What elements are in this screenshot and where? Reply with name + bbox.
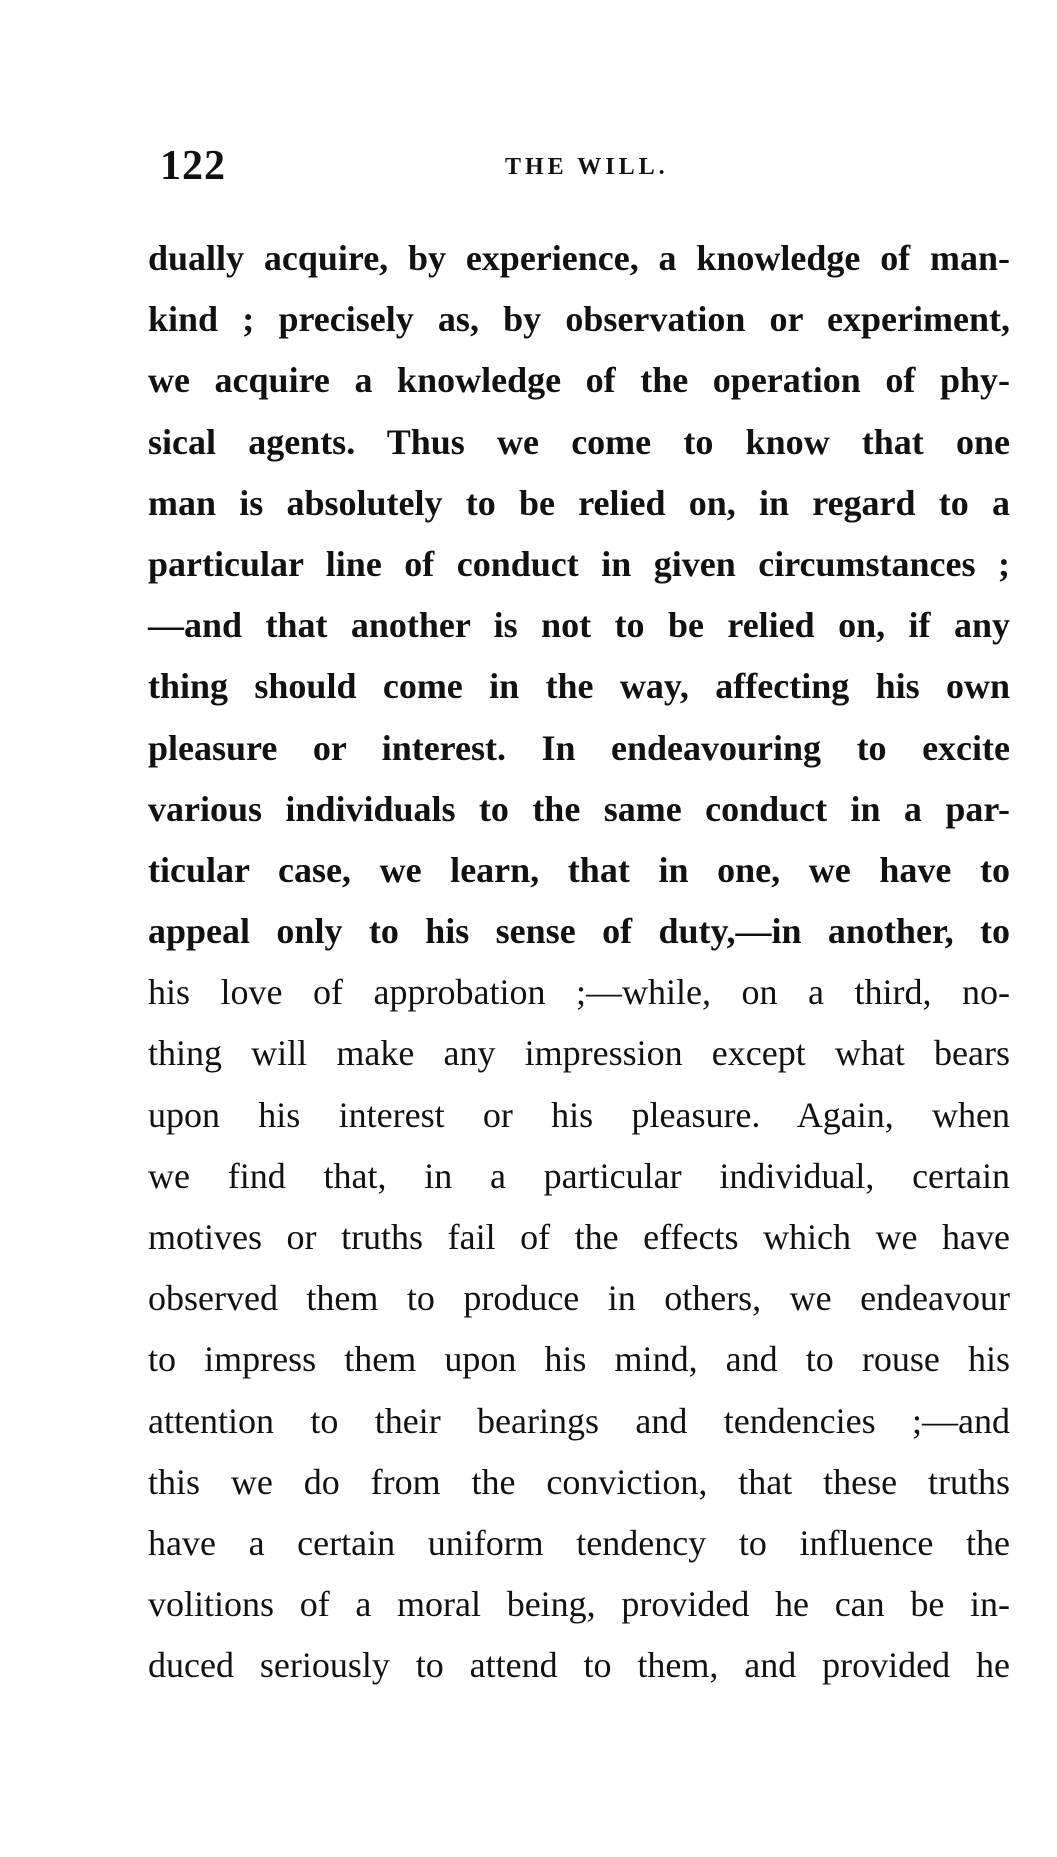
text-line: duced seriously to attend to them, and provided he [148,1645,1010,1686]
page-header [160,142,940,192]
text-line: this we do from the conviction, that these truths [148,1461,1010,1502]
text-line: we find that, in a particular individual, certain [148,1155,1010,1196]
text-line: pleasure or interest. In endeavouring to excite [148,727,1010,768]
text-line: we acquire a knowledge of the operation of phy- [148,360,1010,401]
body-text [148,228,1010,1697]
text-line: have a certain uniform tendency to influence the [148,1522,1010,1563]
text-line: volitions of a moral being, provided he can be in- [148,1584,1010,1625]
text-line: man is absolutely to be relied on, in regard to a [148,482,1010,523]
text-line: attention to their bearings and tendencies ;—and [148,1400,1010,1441]
page-number: 122 [160,143,226,189]
text-line: thing will make any impression except what bears [148,1033,1010,1074]
text-line: his love of approbation ;—while, on a third, no- [148,972,1010,1013]
running-head: THE WILL. [505,154,669,180]
text-line: particular line of conduct in given circumstances ; [148,543,1010,584]
text-line: —and that another is not to be relied on, if any [148,605,1010,646]
text-line: observed them to produce in others, we endeavour [148,1278,1010,1319]
text-line: upon his interest or his pleasure. Again, when [148,1094,1010,1135]
text-line: dually acquire, by experience, a knowledge of man- [148,238,1010,278]
text-line: to impress them upon his mind, and to rouse his [148,1339,1010,1380]
text-line: motives or truths fail of the effects which we have [148,1217,1010,1257]
text-line: sical agents. Thus we come to know that one [148,421,1010,462]
text-line: kind ; precisely as, by observation or experiment, [148,299,1010,340]
text-line: appeal only to his sense of duty,—in another, to [148,911,1010,952]
text-line: ticular case, we learn, that in one, we have to [148,849,1010,890]
text-line: thing should come in the way, affecting his own [148,666,1010,707]
text-line: various individuals to the same conduct in a par- [148,788,1010,829]
